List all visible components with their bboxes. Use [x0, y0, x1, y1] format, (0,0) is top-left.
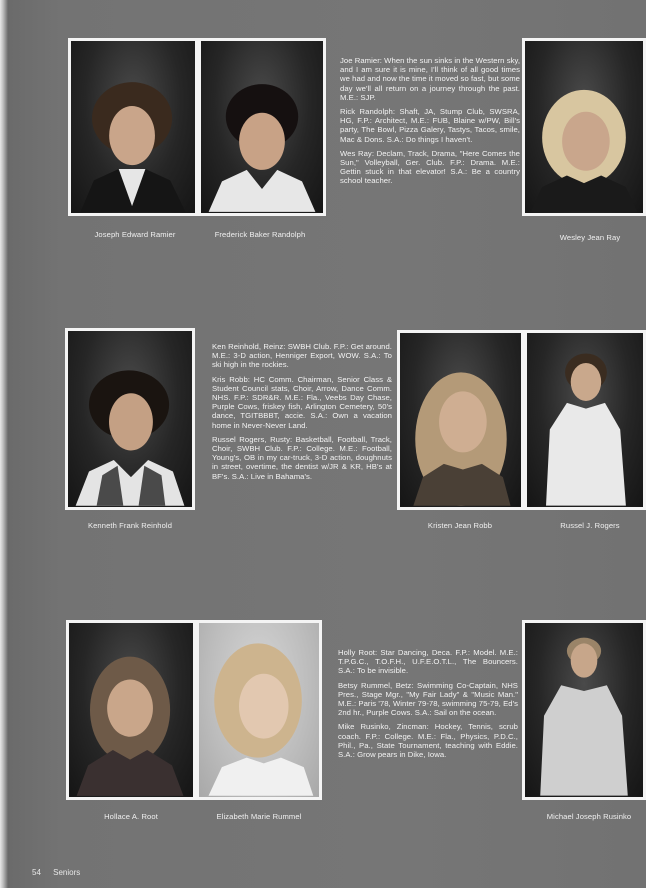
student-name: Russel J. Rogers: [560, 521, 620, 530]
portrait-wesley-ray: [522, 38, 646, 216]
portrait-joseph-ramier: [68, 38, 198, 216]
bio-paragraph: Kris Robb: HC Comm. Chairman, Senior Class & Student Council stats, Choir, Arrow, Dance Comm. NHS. F.P.: SDR&R. M.E.: Fla., Veebs Day Chase, Purple Cows, friskey fish, Arlington Cemetery, 50's dance, TGITBBBT, accie. S.A.: Own a vacation home in Never-Never Land.: [212, 374, 392, 430]
bio-paragraph: Mike Rusinko, Zincman: Hockey, Tennis, scrub coach. F.P.: College. M.E.: Fla., Physics, P.D.C., Phil., Pa., State Tournament, teaching with Eddie. S.A.: Grow pears in Dike, Iowa.: [338, 722, 518, 760]
bio-paragraph: Wes Ray: Declam, Track, Drama, "Here Comes the Sun," Volleyball, Ger. Club. F.P.: Drama. M.E.: Gettin stuck in that elevator! S.A.: Be a country school teacher.: [340, 148, 520, 186]
portrait-hollace-root: [66, 620, 196, 800]
page-number: 54: [32, 868, 41, 877]
bio-paragraph: Ken Reinhold, Reinz: SWBH Club. F.P.: Get around. M.E.: 3-D action, Henniger Export, WOW. S.A.: To ski high in the rockies.: [212, 342, 392, 370]
bio-block: [340, 56, 520, 191]
portrait-kristen-robb: [397, 330, 524, 510]
bio-paragraph: Holly Root: Star Dancing, Deca. F.P.: Model. M.E.: T.P.G.C., T.O.F.H., U.F.E.O.T.L., The Bouncers. S.A.: To be invisible.: [338, 648, 518, 676]
portrait-figure: [199, 623, 319, 797]
bio-block: [338, 648, 518, 764]
student-name: Kenneth Frank Reinhold: [87, 521, 173, 530]
student-name: Joseph Edward Ramier: [94, 230, 176, 239]
page-footer: [32, 868, 90, 877]
student-name: Hollace A. Root: [104, 812, 158, 821]
bio-block: [212, 342, 392, 486]
portrait-frederick-randolph: [198, 38, 326, 216]
portrait-figure: [527, 333, 643, 507]
page-binding-edge: [0, 0, 8, 888]
portrait-kenneth-reinhold: [65, 328, 195, 510]
bio-paragraph: Betsy Rummel, Betz: Swimming Co-Captain, NHS Pres., Stage Mgr., "My Fair Lady" & "Music Man." M.E.: Paris '78, Winter 79-78, swimming 75-79, Ed's 2nd hr., Purple Cows. S.A.: Sail on the ocean.: [338, 680, 518, 718]
portrait-figure: [400, 333, 521, 507]
bio-paragraph: Rick Randolph: Shaft, JA, Stump Club, SWSRA, HG, F.P.: Architect, M.E.: FUB, Blaine w/PW, Bill's party, The Bowl, Pizza Galery, Tastys, Tacos, smile, Mac & Dons. S.A.: Do things I haven't.: [340, 107, 520, 144]
student-name: Elizabeth Marie Rummel: [216, 812, 302, 821]
portrait-figure: [525, 623, 643, 797]
portrait-figure: [71, 41, 195, 213]
bio-paragraph: Joe Ramier: When the sun sinks in the Western sky, and I am sure it is mine, I'll think of all good times we had and now the time it moved so fast, but some day we'll all return on a journey through the past. M.E.: SJP.: [340, 56, 520, 102]
portrait-figure: [525, 41, 643, 213]
portrait-russel-rogers: [524, 330, 646, 510]
portrait-michael-rusinko: [522, 620, 646, 800]
student-name: Wesley Jean Ray: [559, 233, 621, 242]
portrait-figure: [201, 41, 323, 213]
bio-paragraph: Russel Rogers, Rusty: Basketball, Football, Track, Choir, SWBH Club. F.P.: College. M.E.: Football, Young's, OB in my car-truck, 3-D action, doughnuts in street, overtime, the dentist w/JR & KR, HB's at BF's. S.A.: Live in Bahama's.: [212, 434, 392, 481]
student-name: Michael Joseph Rusinko: [546, 812, 632, 821]
portrait-figure: [69, 623, 193, 797]
portrait-figure: [68, 331, 192, 507]
student-name: Frederick Baker Randolph: [214, 230, 306, 239]
portrait-elizabeth-rummel: [196, 620, 322, 800]
section-title: Seniors: [53, 868, 81, 877]
student-name: Kristen Jean Robb: [427, 521, 493, 530]
